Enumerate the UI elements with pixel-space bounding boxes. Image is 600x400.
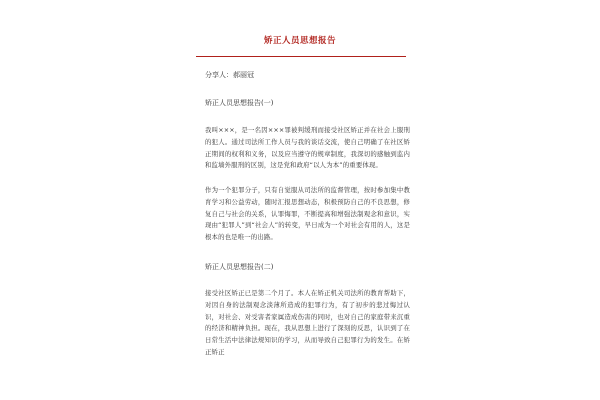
section-1-paragraph-2: 作为一个犯罪分子，只有自觉服从司法所的监督管理，按时参加集中教育学习和公益劳动，随时汇报思想动态，积极预防自己的不良思想，修复自己与社会的关系，认罪悔罪，不断提高和增强法制观念和意识，实现由“犯罪人”到“社会人”的转变，早日成为一个对社会有用的人，这是根本的也是唯一的出路。 xyxy=(205,186,410,242)
title-divider xyxy=(196,56,406,57)
sharer-line: 分享人：郝丽冠 xyxy=(205,71,254,79)
section-heading-2: 矫正人员思想报告(二) xyxy=(205,263,274,271)
section-1-paragraph-1: 我叫×××，是一名因×××罪被判缓刑而接受社区矫正并在社会上服刑的犯人。通过司法所工作人员与我的谈话交流，使自己明确了在社区矫正期间的权利和义务，以及应当遵守的规章制度，我深切的感触到监内和监墙外服刑的区别，这是党和政府“以人为本”的重要体现。 xyxy=(205,126,410,170)
section-2-paragraph-1: 接受社区矫正已是第二个月了。本人在矫正机关司法所的教育帮助下，对因自身的法制观念淡薄所造成的犯罪行为，有了初步的悲过悔过认识，对社会、对受害者家属造成伤害的同时，也对自己的家庭带来沉重的经济和精神负担。现在，我从思想上进行了深刻的反思，认识到了在日常生活中法律法规知识的学习，从而导致自己犯罪行为的发生。在矫正矫正 xyxy=(205,289,410,356)
section-heading-1: 矫正人员思想报告(一) xyxy=(205,99,274,107)
document-title: 矫正人员思想报告 xyxy=(263,36,336,46)
